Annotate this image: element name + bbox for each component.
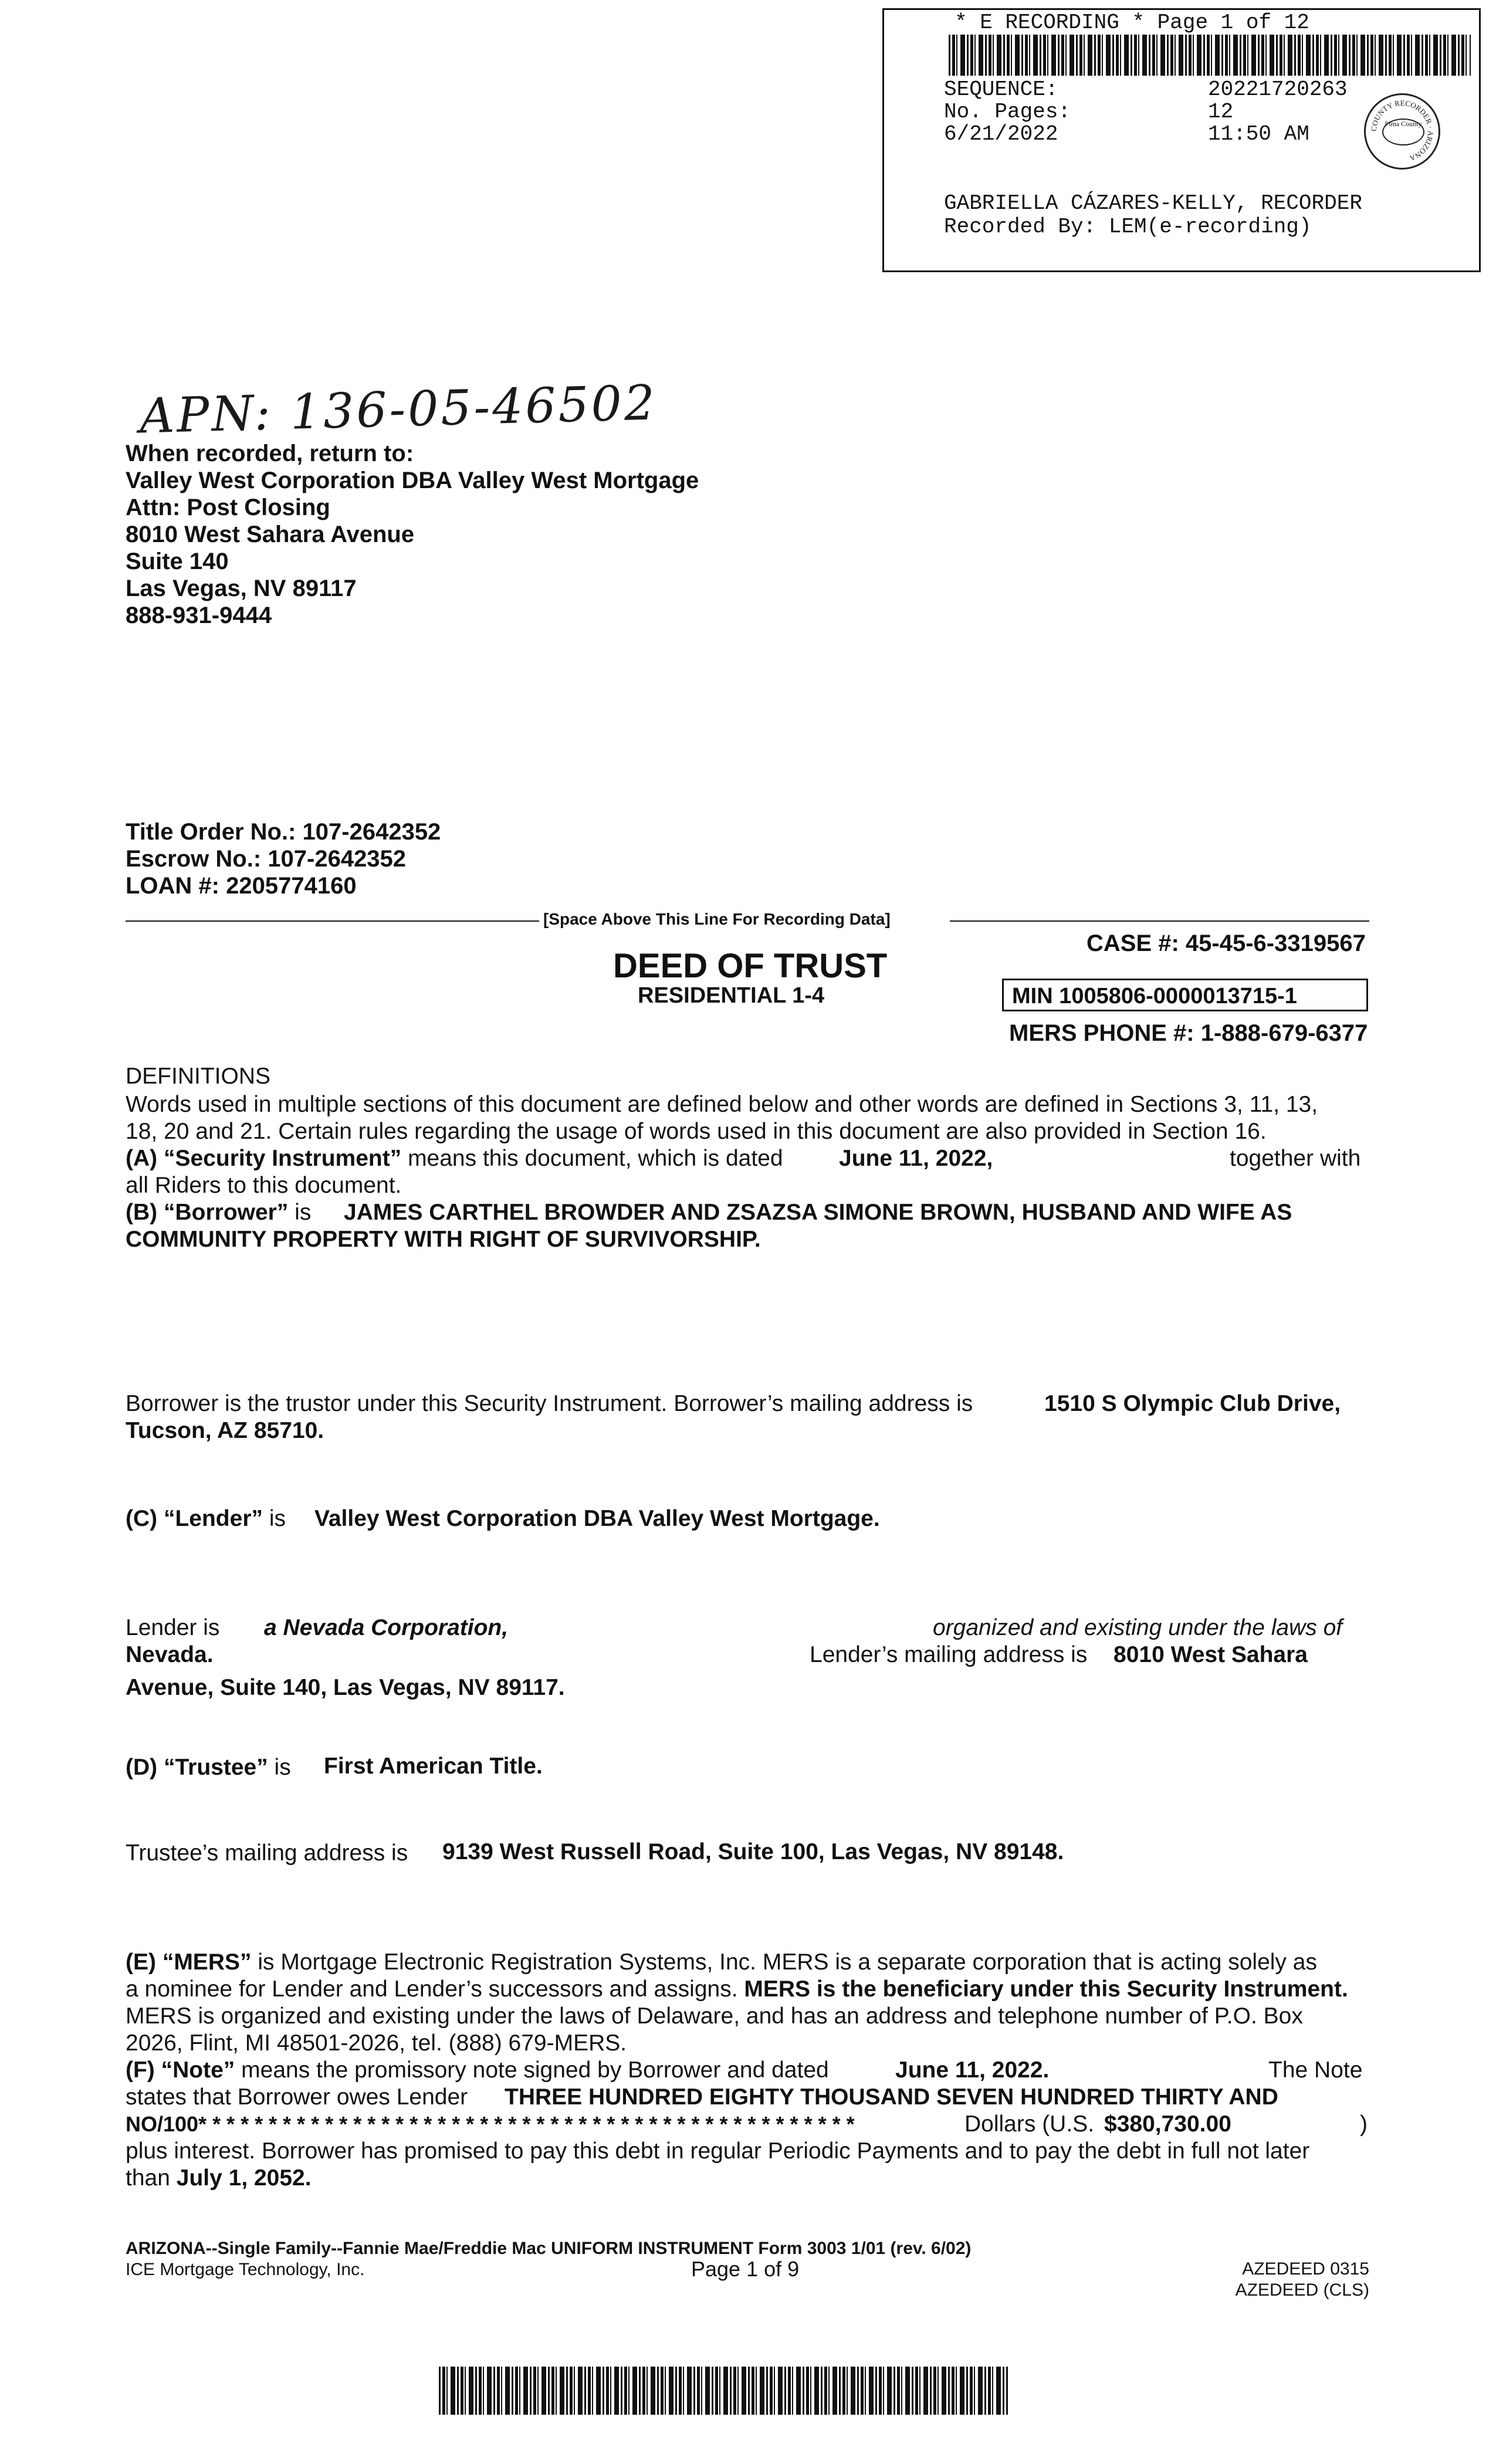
- seal-center-text: Pima County: [1382, 119, 1424, 145]
- footer-page-number: Page 1 of 9: [691, 2257, 800, 2281]
- lender-state: Nevada.: [126, 1642, 214, 1667]
- definition-c-label: (C) “Lender”: [126, 1506, 263, 1531]
- security-instrument-date: June 11, 2022,: [839, 1146, 993, 1171]
- order-info-block: [126, 818, 441, 899]
- lender-organized-text: organized and existing under the laws of: [933, 1615, 1343, 1640]
- document-barcode: [439, 2367, 1008, 2415]
- separator-rule-left: [126, 920, 539, 922]
- trustee-name: First American Title.: [324, 1754, 543, 1779]
- borrower-address-line1: 1510 S Olympic Club Drive,: [1044, 1391, 1341, 1416]
- separator-rule-right: [950, 920, 1369, 922]
- stamp-header: * E RECORDING * Page 1 of 12: [955, 11, 1309, 35]
- return-to-line: Attn: Post Closing: [126, 495, 330, 520]
- definition-d-label: (D) “Trustee”: [126, 1755, 268, 1780]
- definition-f-line5: [126, 2165, 312, 2191]
- loan-amount-words-cont: NO/100* * * * * * * * * * * * * * * * * * * * * * * * * * * * * * * * * * * * * * * * * * * * * * *: [126, 2112, 855, 2136]
- definitions-heading: DEFINITIONS: [126, 1064, 271, 1089]
- lender-mailing-line2: Avenue, Suite 140, Las Vegas, NV 89117.: [126, 1675, 565, 1700]
- return-to-line: Las Vegas, NV 89117: [126, 576, 357, 601]
- lender-name: Valley West Corporation DBA Valley West Mortgage.: [314, 1506, 880, 1531]
- definition-b-is: is: [288, 1200, 312, 1225]
- definition-e-label: (E) “MERS”: [126, 1949, 252, 1975]
- maturity-date: July 1, 2052.: [176, 2165, 312, 2191]
- min-number: MIN 1005806-0000013715-1: [1012, 984, 1297, 1008]
- definition-b: [126, 1199, 311, 1226]
- trustee-address-text: Trustee’s mailing address is: [126, 1840, 408, 1866]
- title-order-number: Title Order No.: 107-2642352: [126, 819, 441, 845]
- definition-e: [126, 1949, 1317, 1975]
- case-number: CASE #: 45-45-6-3319567: [1087, 930, 1366, 956]
- definition-a-tail: together with: [1230, 1146, 1361, 1171]
- lender-is: Lender is: [126, 1615, 220, 1640]
- definition-c: [126, 1505, 286, 1532]
- note-date: June 11, 2022.: [895, 2057, 1050, 2083]
- definition-f-line2a: states that Borrower owes Lender: [126, 2084, 468, 2110]
- definitions-intro: 18, 20 and 21. Certain rules regarding the usage of words used in this document are also provided in Section 16.: [126, 1119, 1267, 1144]
- definition-e-line4: 2026, Flint, MI 48501-2026, tel. (888) 679-MERS.: [126, 2030, 627, 2056]
- document-subtitle: RESIDENTIAL 1-4: [638, 983, 825, 1008]
- definition-e-line1: is Mortgage Electronic Registration Systems, Inc. MERS is a separate corporation that is acting solely as: [251, 1949, 1317, 1975]
- loan-number: LOAN #: 2205774160: [126, 873, 357, 899]
- definition-e-line2: [126, 1976, 1348, 2002]
- definition-d-is: is: [268, 1755, 291, 1780]
- footer-right: [1173, 2259, 1369, 2301]
- space-above-label: [Space Above This Line For Recording Data]: [543, 910, 891, 928]
- definition-f-text: means the promissory note signed by Borrower and dated: [235, 2057, 829, 2083]
- seal-ring-text: COUNTY RECORDER · ARIZONA: [1369, 98, 1436, 163]
- borrower-names: JAMES CARTHEL BROWDER AND ZSAZSA SIMONE BROWN, HUSBAND AND WIFE AS: [344, 1200, 1292, 1225]
- definitions-intro: Words used in multiple sections of this document are defined below and other words are defined in Sections 3, 11, 13,: [126, 1092, 1318, 1117]
- min-box: [1002, 979, 1368, 1011]
- recording-stamp: [882, 8, 1481, 272]
- footer-left: [126, 2238, 971, 2280]
- mers-phone: MERS PHONE #: 1-888-679-6377: [1009, 1020, 1368, 1046]
- footer-code-1: AZEDEED 0315: [1242, 2259, 1369, 2279]
- return-to-line: Suite 140: [126, 549, 229, 574]
- handwritten-apn: APN: 136-05-46502: [138, 375, 658, 445]
- definition-e-line3: MERS is organized and existing under the laws of Delaware, and has an address and telephone number of P.O. Box: [126, 2003, 1303, 2029]
- stamp-date: 6/21/2022: [944, 122, 1058, 146]
- definition-e-line2a: a nominee for Lender and Lender’s successors and assigns.: [126, 1976, 738, 2002]
- lender-mailing-text: Lender’s mailing address is: [810, 1642, 1088, 1667]
- borrower-vesting: COMMUNITY PROPERTY WITH RIGHT OF SURVIVORSHIP.: [126, 1227, 761, 1252]
- definition-a-line2: all Riders to this document.: [126, 1173, 402, 1198]
- definition-f-line4: plus interest. Borrower has promised to pay this debt in regular Periodic Payments and to pay the debt in full not later: [126, 2138, 1310, 2164]
- loan-amount: $380,730.00: [1104, 2111, 1231, 2137]
- document-title: DEED OF TRUST: [613, 947, 888, 985]
- definition-f-label: (F) “Note”: [126, 2057, 235, 2083]
- return-to-line: When recorded, return to:: [126, 441, 414, 466]
- lender-entity-type: a Nevada Corporation,: [264, 1615, 509, 1640]
- footer-company: ICE Mortgage Technology, Inc.: [126, 2260, 365, 2279]
- borrower-address-line2: Tucson, AZ 85710.: [126, 1418, 324, 1443]
- stamp-pages-value: 12: [1208, 100, 1234, 124]
- amount-close-paren: ): [1360, 2111, 1368, 2137]
- footer-code-2: AZEDEED (CLS): [1235, 2280, 1369, 2300]
- return-to-line: 888-931-9444: [126, 603, 272, 628]
- borrower-address-text: Borrower is the trustor under this Security Instrument. Borrower’s mailing address is: [126, 1391, 973, 1416]
- footer-form: ARIZONA--Single Family--Fannie Mae/Freddie Mac UNIFORM INSTRUMENT Form 3003 1/01 (rev. 6/02): [126, 2239, 972, 2258]
- escrow-number: Escrow No.: 107-2642352: [126, 846, 407, 872]
- dollars-text: Dollars (U.S.: [964, 2111, 1095, 2137]
- county-recorder-seal: [1364, 93, 1440, 170]
- return-to-line: 8010 West Sahara Avenue: [126, 522, 415, 547]
- stamp-pages-label: No. Pages:: [944, 100, 1071, 124]
- definition-b-label: (B) “Borrower”: [126, 1200, 289, 1225]
- stamp-sequence-value: 20221720263: [1208, 77, 1348, 101]
- definition-f-than: than: [126, 2165, 170, 2191]
- loan-amount-words: THREE HUNDRED EIGHTY THOUSAND SEVEN HUNDRED THIRTY AND: [505, 2084, 1278, 2110]
- definition-a: [126, 1145, 783, 1172]
- definition-f-tail: The Note: [1268, 2057, 1363, 2083]
- return-to-line: Valley West Corporation DBA Valley West Mortgage: [126, 468, 699, 493]
- stamp-barcode: [949, 35, 1471, 76]
- lender-mailing-line1: 8010 West Sahara: [1113, 1642, 1308, 1667]
- mers-beneficiary-statement: MERS is the beneficiary under this Security Instrument.: [737, 1976, 1348, 2002]
- stamp-recorded-by: Recorded By: LEM(e-recording): [944, 215, 1312, 239]
- definition-f: [126, 2057, 829, 2083]
- definition-a-label: (A) “Security Instrument”: [126, 1146, 402, 1171]
- trustee-address: 9139 West Russell Road, Suite 100, Las Vegas, NV 89148.: [442, 1839, 1064, 1864]
- stamp-time: 11:50 AM: [1208, 122, 1309, 146]
- definition-d: [126, 1754, 291, 1781]
- stamp-recorder: GABRIELLA CÁZARES-KELLY, RECORDER: [944, 191, 1362, 215]
- definition-a-text: means this document, which is dated: [401, 1146, 783, 1171]
- stamp-sequence-label: SEQUENCE:: [944, 77, 1058, 101]
- return-to-block: [126, 440, 699, 629]
- definition-c-is: is: [263, 1506, 286, 1531]
